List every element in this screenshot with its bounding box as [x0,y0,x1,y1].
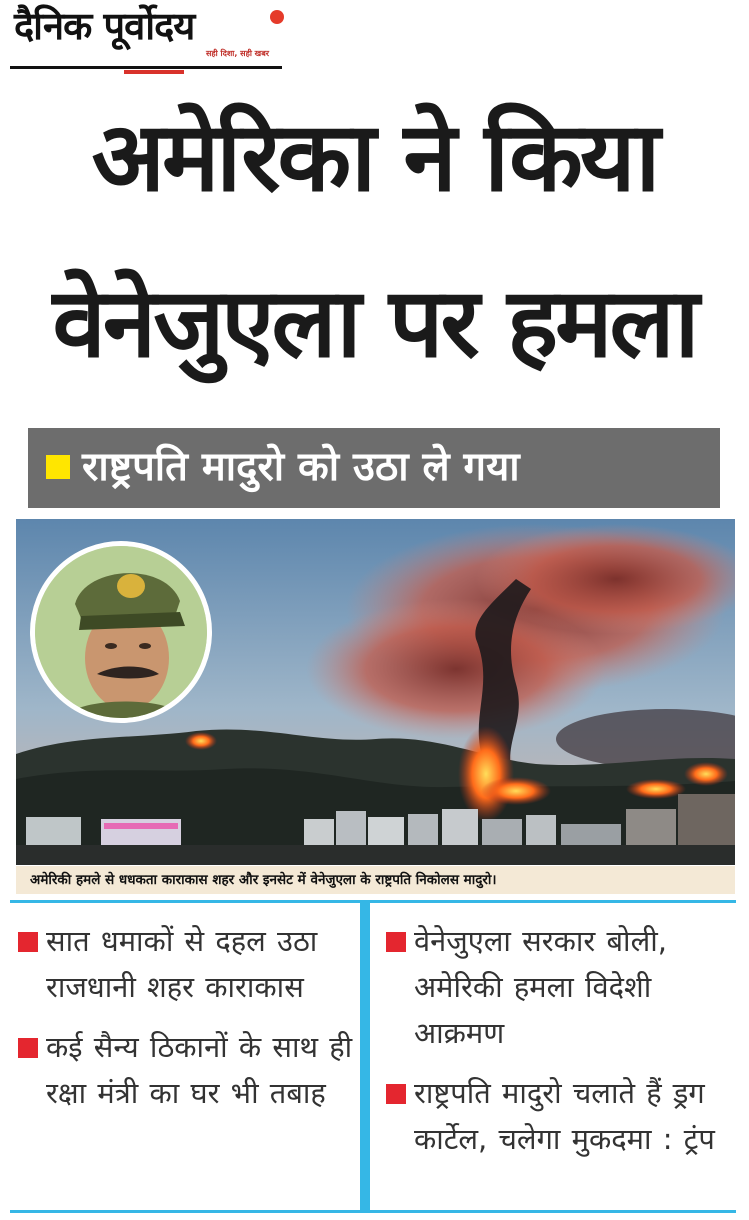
headline-line-1: अमेरिका ने किया [91,101,658,213]
masthead [10,0,290,72]
newspaper-logo: दैनिक पूर्वोदय [14,4,195,48]
columns-bottom-rule [10,1210,736,1213]
bullet-text: वेनेजुएला सरकार बोली, अमेरिकी हमला विदेशी आक्रमण [414,924,667,1050]
bullet-text: राष्ट्रपति मादुरो चलाते हैं ड्रग कार्टेल, चलेगा मुकदमा : ट्रंप [414,1076,715,1156]
list-item [18,918,353,1010]
masthead-red-accent [124,70,184,74]
right-column [386,918,721,1176]
list-item [386,918,721,1056]
left-column [18,918,353,1130]
red-bullet-icon [18,932,38,952]
red-bullet-icon [386,932,406,952]
red-bullet-icon [18,1038,38,1058]
bullet-text: कई सैन्य ठिकानों के साथ ही रक्षा मंत्री का घर भी तबाह [46,1030,353,1110]
list-item [386,1070,721,1162]
columns-divider [360,900,370,1213]
masthead-rule [10,66,282,69]
headline-line-2: वेनेजुएला पर हमला [52,267,697,379]
photo-caption: अमेरिकी हमले से धधकता काराकास शहर और इनसेट में वेनेजुएला के राष्ट्रपति निकोलस मादुरो। [30,872,497,888]
yellow-square-icon [46,455,70,479]
tagline: सही दिशा, सही खबर [206,49,270,58]
president-portrait-inset [30,541,212,723]
subheading-bar [28,428,720,508]
red-bullet-icon [386,1084,406,1104]
list-item [18,1024,353,1116]
news-photo [16,519,735,865]
portrait-illustration [35,546,207,718]
bullet-text: सात धमाकों से दहल उठा राजधानी शहर काराकास [46,924,318,1004]
columns-top-rule [10,900,736,903]
subheading-text: राष्ट्रपति मादुरो को उठा ले गया [82,444,520,490]
logo-dot-icon [270,10,284,24]
photo-caption-bar [16,866,735,894]
